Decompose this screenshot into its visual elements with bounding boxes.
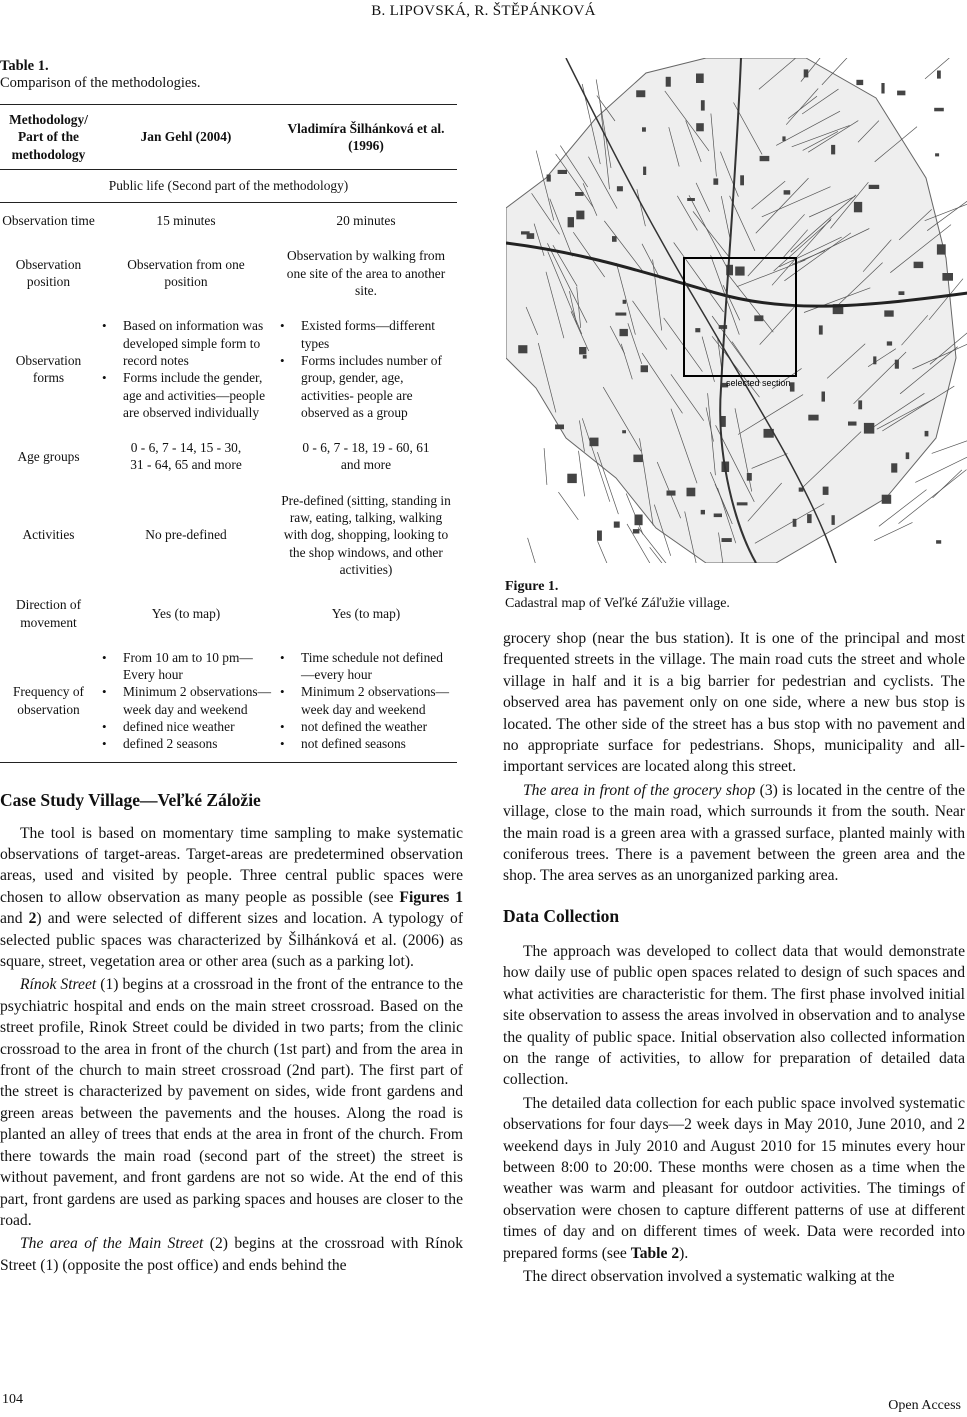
list-item: • defined nice weather <box>99 718 273 735</box>
paragraph: The approach was developed to collect data that would demonstrate how daily use of public open spaces related to design of such spaces and what activities are characteristic for them. The first phase involved initial site observation to assess the areas involved in observation and to analyse the quality of public space. Initial observation also collected information on the range of activities, to allow for preparation of detailed data collection. <box>503 942 965 1089</box>
list-item: • From 10 am to 10 pm—Every hour <box>99 649 273 684</box>
map-building <box>643 167 646 175</box>
row-label: Direction of movement <box>15 597 82 630</box>
text-span: (2) begins at the crossroad with Rínok Street (1) (opposite the post office) and ends behind the <box>0 1235 463 1274</box>
footer-open-access: Open Access <box>888 1398 961 1413</box>
cell-gehl <box>97 640 275 762</box>
map-building <box>869 185 880 189</box>
map-building <box>735 267 744 276</box>
map-building <box>687 198 695 201</box>
text-span: ). <box>679 1244 689 1262</box>
map-building <box>614 522 620 528</box>
table-section-label: Public life (Second part of the methodology) <box>0 169 457 202</box>
cell-silhankova: Yes (to map) <box>331 605 401 621</box>
text-span: The detailed data collection for each public space involved systematic observations for four days—2 week days in May 2010, June 2010, and 2 weekend days in July 2010 and August 2010 for 15 minutes every hour between 8:00 to 20:00. These months were chosen as a time when the weather was warm and pleasant for outdoor activities. The timings of observation were chosen to capture different patterns of use at different times of day and on different times of week. Data were recorded into prepared forms (see <box>503 1094 965 1262</box>
map-building <box>547 175 551 182</box>
bullet-list <box>99 649 273 753</box>
map-building <box>518 345 527 353</box>
cell-silhankova <box>275 308 457 430</box>
table-title: Table 1. <box>0 58 49 74</box>
left-column <box>0 58 463 1276</box>
cell-silhankova <box>275 640 457 762</box>
map-building <box>936 540 941 544</box>
map-building <box>713 178 718 184</box>
map-building <box>754 315 763 321</box>
map-building <box>831 145 835 155</box>
map-building <box>666 77 671 87</box>
map-building <box>633 455 643 463</box>
map-building <box>597 531 602 541</box>
map-building <box>575 192 584 196</box>
table-ref: Table 2 <box>630 1244 680 1262</box>
map-building <box>819 325 823 334</box>
map-building <box>897 91 905 96</box>
text-span: ) and were selected of different sizes and location. A typology of selected public spaces was characterized by Šilhánková et al. (2006) as square, street, vegetation area or other area (such as a parking lot). <box>0 910 464 971</box>
bullet-list <box>277 649 455 753</box>
map-building <box>617 186 623 191</box>
list-item: • defined 2 seasons <box>99 735 273 752</box>
map-building <box>695 328 700 332</box>
cell-silhankova: Observation by walking from one site of the area to another site. <box>286 248 446 299</box>
bullet-list <box>277 317 455 421</box>
map-building <box>873 356 876 364</box>
map-building <box>935 153 939 156</box>
map-building <box>576 211 584 220</box>
section-heading-data-collection: Data Collection <box>503 905 620 926</box>
paragraph <box>503 1093 965 1264</box>
map-building <box>937 71 941 79</box>
map-building <box>937 244 946 254</box>
map-building <box>719 325 727 329</box>
map-building <box>740 175 744 185</box>
figure-title: Figure 1. <box>505 579 559 594</box>
table-row <box>0 430 457 483</box>
map-building <box>612 236 617 242</box>
table-header-methodology: Methodology/ Part of the methodology <box>0 105 97 170</box>
figure-ref: Figures 1 <box>399 888 463 906</box>
paragraph <box>0 974 463 1231</box>
list-item: • Time schedule not defined—every hour <box>277 649 455 684</box>
map-building <box>858 400 862 409</box>
list-item: • Minimum 2 observations—week day and weekend <box>99 683 273 718</box>
map-building <box>906 452 910 459</box>
map-building <box>925 431 929 437</box>
map-building <box>881 83 884 94</box>
map-building <box>790 382 795 391</box>
map-building <box>864 423 874 434</box>
map-building <box>696 74 704 84</box>
text-span: The tool is based on momentary time sampling to make systematic observations of target-areas. Target-areas are predetermined observation areas, used and visited by people. Three central public spaces were chosen to allow observation as many people as possible (see <box>0 824 463 906</box>
table-row <box>0 308 457 430</box>
map-building <box>822 392 826 402</box>
bullet-list <box>99 317 273 421</box>
cell-gehl: Yes (to map) <box>151 605 221 621</box>
table-caption: Comparison of the methodologies. <box>0 75 201 91</box>
cell-gehl: 0 - 6, 7 - 14, 15 - 30, 31 - 64, 65 and more <box>130 440 242 473</box>
map-building <box>635 515 643 526</box>
map-building <box>687 488 696 497</box>
paragraph <box>0 1233 463 1276</box>
row-label: Observation forms <box>15 352 82 386</box>
map-building <box>622 430 626 433</box>
list-item: • not defined seasons <box>277 735 455 752</box>
running-head: B. LIPOVSKÁ, R. ŠTĚPÁNKOVÁ <box>371 3 596 19</box>
figure-ref: 2 <box>28 910 37 928</box>
map-building <box>823 487 829 495</box>
row-label: Observation time <box>2 213 95 229</box>
map-selected-section-label: selected section <box>726 378 791 388</box>
map-building <box>854 202 862 212</box>
cell-silhankova: Pre-defined (sitting, standing in raw, eating, talking, walking with dog, shopping, looking to the shop windows, and other activities) <box>281 492 451 577</box>
row-label: Observation position <box>15 257 82 290</box>
map-building <box>555 425 564 430</box>
map-building <box>808 415 818 421</box>
map-building <box>782 136 785 141</box>
map-building <box>804 69 809 77</box>
map-building <box>942 273 953 281</box>
italic-term: The area of the Main Street <box>20 1235 204 1253</box>
map-building <box>747 473 752 481</box>
map-building <box>583 355 587 359</box>
row-label: Age groups <box>17 448 80 464</box>
list-item: • Forms include the gender, age and activities—people are observed individually <box>99 369 273 421</box>
map-building <box>568 217 574 227</box>
map-building <box>620 329 628 336</box>
table-row <box>0 238 457 308</box>
list-item: • Minimum 2 observations—week day and weekend <box>277 683 455 718</box>
map-building <box>567 474 577 483</box>
italic-term: The area in front of the grocery shop <box>523 781 756 799</box>
table-row <box>0 483 457 587</box>
table-row <box>0 640 457 762</box>
map-building <box>884 310 893 316</box>
list-item: • Based on information was developed simple form to record notes <box>99 317 273 369</box>
table-header-silhankova: Vladimíra Šilhánková et al. (1996) <box>275 105 457 170</box>
map-building <box>558 170 567 174</box>
section-heading-case-study: Case Study Village—Veľké Záložie <box>0 789 261 810</box>
text-span: and <box>0 910 23 928</box>
map-building <box>895 360 899 369</box>
cell-gehl: No pre-defined <box>145 527 227 543</box>
map-building <box>856 80 863 85</box>
cell-gehl: 15 minutes <box>156 213 216 229</box>
paragraph <box>0 823 463 973</box>
paragraph: grocery shop (near the bus station). It is one of the principal and most frequented streets in the village. The main road cuts the street and whole village in half and it is a big barrier for pedestrian and cyclists. The observed area has pavement only on one side, where a new bus stop is located. The other side of the street has a bus stop with no pavement and no appropriate surface for pedestrians. Shops, municipality and all-important services are located along this street. <box>503 630 965 776</box>
map-building <box>737 502 748 505</box>
cadastral-map-figure <box>506 58 967 563</box>
paragraph: The direct observation involved a systematic walking at the <box>523 1267 895 1285</box>
comparison-table <box>0 104 457 763</box>
map-building <box>642 127 646 131</box>
map-building <box>934 108 944 112</box>
table-row <box>0 203 457 239</box>
map-building <box>722 538 732 542</box>
map-building <box>914 262 924 268</box>
table-header-gehl: Jan Gehl (2004) <box>97 105 275 170</box>
map-building <box>760 156 770 161</box>
map-building <box>667 491 676 496</box>
table-row <box>0 587 457 640</box>
map-building <box>784 190 791 194</box>
map-building <box>887 341 892 345</box>
map-building <box>590 438 599 447</box>
row-label: Frequency of observation <box>0 640 97 762</box>
cell-gehl <box>97 308 275 430</box>
right-column <box>503 58 965 1287</box>
text-span: (3) is located in the centre of the village, close to the main road, which surrounds it from the south. Near the main road is a green area with a grassed surface, planted mainly with coniferous trees. There is a pavement between the green area and the shop. The area serves as an unorganized parking area. <box>503 781 965 885</box>
map-building <box>641 365 648 372</box>
map-building <box>623 300 627 304</box>
map-building <box>714 514 722 518</box>
map-building <box>633 529 640 533</box>
map-building <box>882 495 892 504</box>
map-building <box>832 515 835 525</box>
figure-caption: Cadastral map of Veľké Záľužie village. <box>505 596 730 611</box>
cadastral-map-image <box>506 58 967 563</box>
map-building <box>701 100 705 110</box>
italic-term: Rínok Street <box>20 976 97 994</box>
map-building <box>636 90 645 97</box>
paragraph <box>503 780 965 887</box>
row-label: Activities <box>22 527 75 543</box>
list-item: • Existed forms—different types <box>277 317 455 352</box>
map-building <box>521 231 530 234</box>
map-building <box>793 519 797 527</box>
cell-silhankova: 20 minutes <box>336 213 396 229</box>
map-building <box>701 510 705 515</box>
map-building <box>615 313 626 316</box>
map-building <box>848 422 857 426</box>
map-building <box>891 463 897 472</box>
map-building <box>899 291 905 295</box>
cell-silhankova: 0 - 6, 7 - 18, 19 - 60, 61 and more <box>302 440 430 473</box>
list-item: • Forms includes number of group, gender, age, activities- people are observed as a group <box>277 352 455 421</box>
cell-gehl: Observation from one position <box>127 257 245 290</box>
page-number: 104 <box>2 1392 23 1407</box>
map-building <box>696 123 704 131</box>
map-building <box>807 514 812 523</box>
text-span: (1) begins at a crossroad in the front of the entrance to the psychiatric hospital and ends on the main street crossroad. Based on the street profile, Rinok Street could be divided in two parts; from the clinic crossroad to the area in front of the church (1st part) and from the area in front of the church to main street crossroad (2nd part). The first part of the street is characterized by pavement on sides, wide front gardens and green areas between the pavements and the houses. Along the road is planted an alley of trees that ends at the area in front of the church. From there towards the main road (second part of the street) the street is without pavement, and front gardens are not so wide. At the end of this part, front gardens are used as parking spaces and houses are closer to the road. <box>0 976 463 1229</box>
list-item: • not defined the weather <box>277 718 455 735</box>
map-building <box>579 347 586 354</box>
